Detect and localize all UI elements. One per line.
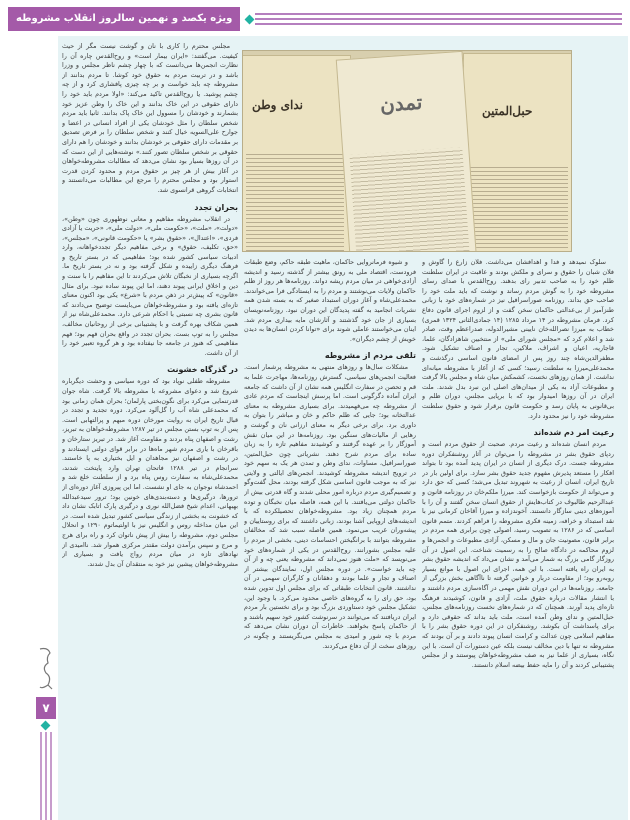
- section-banner: ویژه یکصد و نهمین سالروز انقلاب مشروطه: [8, 7, 240, 31]
- article-area: [58, 36, 628, 820]
- side-decorative-lines: [40, 732, 52, 820]
- section-heading: رعیت امر دم شده‌اند: [533, 428, 614, 438]
- newspapers-photo: [242, 50, 572, 252]
- section-heading: در گذرگاه خشونت: [167, 365, 238, 375]
- left-column: مجلس محترم را کاری با نان و گوشت نیست مگر از حیث کیفیت. می‌گفتند: «ایران بیمار است» و روح‌القدس چاره آن را نظارت انجمن‌ها می‌دانست که با چهار چشم ناظر مجلس و وزرا باشد و در تربیت مردم به حقوق خود کوشا. تا مردم بدانند از مشروطه چه باید خواست و بر چه چیزی پافشاری کرد و از چه چشم پوشید. یا روح‌القدس تاکید می‌کند: «اولا مردم باید خود را دارای حقوقی در این خاک بدانند و این خاک را وطن عزیز خود بشمارند و خودشان را مسوول این خاک پاک بدانند. ثانیا باید مردم شخص سلطان را مثل خودشان یکی از افراد انسانی در اعضا و جوارح علی‌السویه خیال کنند و شخص سلطان را بر فرض تصدیق بر مقدمات دارای حقوقی بر خودشان بدانند و خودشان را هم دارای حقوقی بر شخص سلطان تصور کنند.» نوشته‌هایی از این دست که در آن روزها بسیار بود نشان می‌دهد که مطالبات مشروطه‌خواهان در آغاز بیش از هر چیز بر حقوق مردم و محدود کردن قدرت استوار بود و مجلس محترم را مرجع این مطالبات می‌دانستند و انتخابات گروهی قرانسوی شد. بحران تجدد در انقلاب مشروطه مفاهیم و معانی نوظهوری چون «وطن»، «دولت»، «ملت»، «حکومت ملی»، «دولت ملی»، «حریت یا آزادی فردی»، «اعتدال»، «حقوق بشر» یا «حکومت قانونی»، «مجلس»، «حق، تکلیف، حقوق» و برخی مفاهیم دیگر تجددخواهانه، وارد ادبیات سیاسی کشور شده بود؛ مفاهیمی که در بستر تاریخ و فرهنگ دیگری زاییده و شکل گرفته بود و نه در بستر تاریخ ما. اگرچه بسیاری از نخبگان تلاش می‌کردند تا این مفاهیم را با سنت و دین و اخلاق ایرانی پیوند دهند، اما این پیوند ساده نبود. برای مثال «قانون» که پیش‌تر در ذهن مردم با «شرع» یکی بود اکنون معنای تازه‌ای یافته بود و مشروطه‌خواهان می‌بایست توضیح می‌دادند که قانون بشری چه نسبتی با احکام شرعی دارد. محمدعلی‌شاه نیز از همین شکاف بهره گرفت و با پشتیبانی برخی از روحانیان مخالف، مجلس را به توپ بست. بحران تجدد در واقع بحران فهم بود؛ فهم مفاهیمی که هنوز در جامعه جا نیفتاده بود و هر گروه تعبیر خود را از آن داشت. در گذرگاه خشونت مشروطه طفلی نوپاد بود که دوره سیاسی و وحشت دیگرباره شروع شد و دعوای مشروعه با مشروطه بالا گرفت. شاه جوان قدرتنمایی می‌کرد برای نگون‌بختی پارلمان؛ بحران همان زمانی بود که محمدعلی شاه آب را گل‌آلود می‌کرد. دوره تجدید و تجدد در قبال تاریخ ایران به روایت مورخان دوره مبهم و پرالتهابی است. پس از به توپ بستن مجلس در تیر ۱۲۸۷ مشروطه‌خواهان به تبریز، رشت و اصفهان پناه بردند و مقاومت آغاز شد. در تبریز ستارخان و باقرخان با یاری مردم شهر ماه‌ها در برابر قوای دولتی ایستادند و در رشت و اصفهان نیز مجاهدان و ایل بختیاری به پا خاستند. سرانجام در تیر ۱۲۸۸ فاتحان تهران وارد پایتخت شدند، محمدعلی‌شاه به سفارت روس پناه برد و از سلطنت خلع شد و احمدشاه نوجوان به جای او نشست. اما این پیروزی آغاز دوره‌ای از ترورها، درگیری‌ها و دسته‌بندی‌های خونین بود؛ ترور سیدعبدالله بهبهانی، اعدام شیخ فضل‌الله نوری و درگیری پارک اتابک نشان داد که خشونت به بخشی از زندگی سیاسی کشور تبدیل شده است. در این میان مداخله روس و انگلیس نیز با اولتیماتوم ۱۲۹۰ و انحلال مجلس دوم، مشروطه را بیش از پیش ناتوان کرد و راه برای هرج و مرج و سپس برآمدن دولت مقتدر مرکزی هموار شد. ناامیدی از نهادهای تازه در میان مردم رواج یافت و بسیاری از مشروطه‌خواهان پیشین نیز خود به منتقدان آن بدل شدند.: [62, 42, 238, 568]
- page-number: ۷: [36, 697, 56, 719]
- section-heading: تلقی مردم از مشروطه: [324, 351, 416, 361]
- newspaper-habl-al-matin: حبل‌المتین: [463, 53, 572, 252]
- header-diamond-icon: [245, 14, 255, 24]
- right-column: سلوک نمیدهد و فدا و اهدافشان می‌داشت. فلان زارع را گاوش و فلان شبان را حقوق و سرای و ملکش بودند و عاقبت در ایران سلطنت ظلم خود را به صاحب تدبیر رای بدهند. روح‌القدس با صدای رسای مشروطه خود را به گوش مردم رساند و نوشت که باید ملت خود را صاحب حق بداند. روزنامه صوراسرافیل نیز در شماره‌های خود با زبانی طنزآمیز از بی‌عدالتی حاکمان سخن گفت و از لزوم اجرای قانون دفاع کرد. فرمان مشروطه در ۱۴ مرداد ۱۲۸۵ (۱۴ جمادی‌الثانی ۱۳۲۴ قمری) خطاب به میرزا نصرالله‌خان نایینی مشیرالدوله، صدراعظم وقت، صادر شد و اعلام کرد که «مجلس شورای ملی» از منتخبین شاهزادگان، علما، قاجاریه، اعیان و اشراف، ملاکین، تجار و اصناف تشکیل شود. مظفرالدین‌شاه چند روز پس از امضای قانون اساسی درگذشت و محمدعلی‌میرزا به سلطنت رسید؛ کسی که از آغاز با مشروطه میانه‌ای نداشت. از همان روزهای نخست، کشمکش میان شاه و مجلس بالا گرفت و مطبوعات آزاد به یکی از میدان‌های اصلی این نبرد بدل شدند. ملت ایران در آن روزها امیدوار بود که با برپایی مجلس، دوران ظلم و بی‌قانونی به پایان رسد و حکومت قانون برقرار شود و حقوق سلطنت مشروطه خود را نیز محدود دارد. رعیت امر دم شده‌اند مردم انسان شده‌اند و رعیت مردم. صحبت از حقوق مردم است و ردپای حقوق بشر در مشروطه را می‌توان در آثار روشنفکران دوره مشروطه جست. درک دیگری از انسان در ایران پدید آمده بود تا بتواند افکار را مستعد پذیرش مفهوم جدید حقوق بشر سازد. برای اولین بار در تاریخ ایران، انسان از رعیت به شهروند تبدیل می‌شد؛ کسی که حق دارد و می‌تواند از حکومت بازخواست کند. میرزا ملکم‌خان در روزنامه قانون و عبدالرحیم طالبوف در کتاب‌هایش از حقوق انسان سخن گفتند و آن را با آموزه‌های دینی سازگار دانستند. آخوندزاده و میرزا آقاخان کرمانی نیز با نقد استبداد و خرافه، زمینه فکری مشروطه را فراهم کردند. متمم قانون اساسی که در ۱۲۸۶ به تصویب رسید، اصولی چون برابری همه مردم در برابر قانون، مصونیت جان و مال و مسکن، آزادی مطبوعات و انجمن‌ها و لزوم محاکمه در دادگاه صالح را به رسمیت شناخت. این اصول در آن روزگار گامی بزرگ به شمار می‌آمد و نشان می‌داد که اندیشه حقوق بشر به ایران راه یافته است. با این همه، اجرای این اصول با موانع بسیار روبه‌رو بود؛ از مقاومت دربار و خوانین گرفته تا ناآگاهی بخش بزرگی از جامعه. روزنامه‌ها در این دوران نقش مهمی در آگاه‌سازی مردم داشتند و با انتشار مقالات درباره حقوق ملت، آزادی و قانون، کوشیدند فرهنگ تازه‌ای پدید آورند. همچنان که در شماره‌های نخست روزنامه‌های مجلس، حبل‌المتین و ندای وطن آمده است، ملت باید بداند که حقوقی دارد و برای پاسداشت آن بکوشد. روشنفکران در این دوره حقوق بشر را با مفاهیم اسلامی چون عدالت و کرامت انسان پیوند دادند و بر آن بودند که مشروطه نه تنها با دین مخالف نیست بلکه عین دستورات آن است. با این نگاه، بسیاری از علما نیز به صف مشروطه‌خواهان پیوستند و از مجلس پشتیبانی کردند و آن را مایه حفظ بیضه اسلام دانستند.: [422, 258, 614, 669]
- page-diamond-icon: [41, 721, 51, 731]
- section-heading: بحران تجدد: [194, 202, 238, 212]
- mascot-illustration-icon: [36, 645, 56, 693]
- newspaper-neda-vatan: ندای وطن: [242, 55, 351, 252]
- newspaper-tamaddon: تمدن: [336, 51, 477, 252]
- page-header: [8, 7, 622, 31]
- header-decorative-lines: [255, 13, 622, 25]
- middle-column: و شیوه فرمانروایی حاکمان، ماهیت طبقه حاکم، وضع طبقات فرودست، اقتصاد ملی به رونق بیشتر از گذشته رسید و اندیشه آزادی‌خواهی در میان مردم ریشه دواند. روزنامه‌ها هر روز از ظلم حاکمان ولایات می‌نوشتند و مردم را به ایستادگی فرا می‌خواندند. محمدعلی‌شاه و آغاز دوران استبداد صغیر که به بسته شدن همه نشریات انجامید به گفته پدیدگان این دوران نبود. روزنامه‌نویسان بسیاری از جان خود گذشتند و آثارشان مایه بیداری مردم شد. اینان می‌خواستند عاملی شوند برای «توانا کردن انسان‌ها به دیدن خویش از چشم دیگران». تلقی مردم از مشروطه مشکلات سال‌ها و روزهای منتهی به مشروطه پرشمار است. فعالیت انجمن‌های سیاسی، گسترش روزنامه‌ها، مهاجرت علما به قم و تحصن در سفارت انگلیس همه نشان از آن داشت که جامعه ایران آماده دگرگونی است. اما پرسش اینجاست که مردم عادی از مشروطه چه می‌فهمیدند. برای بسیاری مشروطه به معنای عدالتخانه بود؛ جایی که ظلم حاکم و خان و مباشر را بتوان به داوری برد. برای برخی دیگر به معنای ارزانی نان و گوشت و رهایی از مالیات‌های سنگین بود. روزنامه‌ها در این میان نقش آموزگار را بر عهده گرفتند و کوشیدند مفاهیم تازه را به زبان ساده برای مردم شرح دهند. نشریاتی چون حبل‌المتین، صوراسرافیل، مساوات، ندای وطن و تمدن هر یک به سهم خود در ترویج اندیشه مشروطه کوشیدند. انجمن‌های ایالتی و ولایتی نیز که به موجب قانون اساسی شکل گرفته بودند، محل گفت‌وگو و تصمیم‌گیری مردم درباره امور محلی شدند و گاه قدرتی بیش از حاکمان دولتی می‌یافتند. با این همه، فاصله میان نخبگان و توده مردم همچنان زیاد بود. مشروطه‌خواهان تحصیلکرده که با اندیشه‌های اروپایی آشنا بودند، زبانی داشتند که برای روستاییان و پیشه‌وران غریب می‌نمود. همین فاصله سبب شد که مخالفان مشروطه بتوانند با برانگیختن احساسات دینی، بخشی از مردم را علیه مجلس بشورانند. روح‌القدس در یکی از شماره‌های خود می‌نویسد که «ملت هنوز نمی‌داند که مشروطه یعنی چه و از آن چه باید خواست». در دوره مجلس اول، نمایندگان بیشتر از اصناف و تجار و علما بودند و دهقانان و کارگران سهمی در آن نداشتند. قانون انتخابات طبقاتی که برای مجلس اول تدوین شده بود، حق رای را به گروه‌های خاصی محدود می‌کرد. با وجود این، تشکیل مجلس خود دستاوردی بزرگ بود و برای نخستین بار مردم ایران دریافتند که می‌توانند در سرنوشت کشور خود سهیم باشند و از حاکمان پاسخ بخواهند. خاطرات آن دوران نشان می‌دهد که مردم با چه شور و امیدی به مجلس می‌نگریستند و چگونه در روزهای سخت از آن دفاع می‌کردند.: [244, 258, 416, 650]
